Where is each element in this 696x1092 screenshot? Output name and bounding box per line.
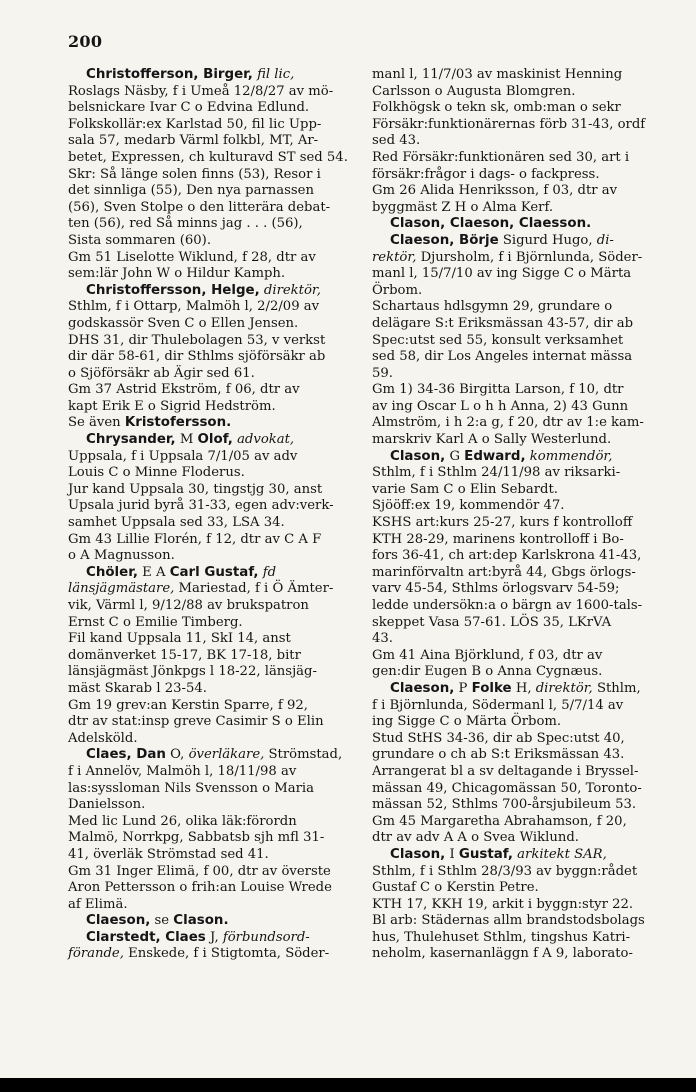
text-line bbox=[68, 117, 358, 134]
title-italic: länsjägmästare, bbox=[68, 581, 175, 597]
text-line bbox=[372, 747, 658, 764]
text-segment: länsjägmäst Jönkpgs l 18-22, länsjäg- bbox=[68, 664, 317, 680]
text-line bbox=[372, 830, 658, 847]
text-segment: skeppet Vasa 57-61. LÖS 35, LKrVA bbox=[372, 614, 612, 630]
text-line bbox=[372, 84, 658, 101]
text-segment: KTH 17, KKH 19, arkit i byggn:styr 22. bbox=[372, 896, 634, 912]
text-line bbox=[68, 532, 358, 549]
text-line bbox=[68, 548, 358, 565]
scan-border bbox=[0, 1078, 696, 1092]
text-segment: Arrangerat bl a sv deltagande i Bryssel- bbox=[372, 763, 639, 779]
title-italic: rektör, bbox=[372, 249, 417, 265]
text-segment: godskassör Sven C o Ellen Jensen. bbox=[68, 315, 299, 331]
text-segment: KSHS art:kurs 25-27, kurs f kontrolloff bbox=[372, 515, 633, 531]
text-segment: las:syssloman Nils Svensson o Maria bbox=[68, 780, 315, 796]
text-segment: samhet Uppsala sed 33, LSA 34. bbox=[68, 515, 285, 531]
entry-heading-line bbox=[68, 913, 358, 930]
text-segment: sed 43. bbox=[372, 133, 421, 149]
text-line bbox=[68, 830, 358, 847]
text-line bbox=[372, 299, 658, 316]
text-line bbox=[68, 465, 358, 482]
text-line bbox=[68, 681, 358, 698]
text-segment: Folkskollär:ex Karlstad 50, fil lic Upp- bbox=[68, 116, 322, 132]
text-line bbox=[372, 664, 658, 681]
text-line bbox=[68, 84, 358, 101]
entry-name: Clarstedt, Claes bbox=[86, 929, 206, 945]
title-italic: kommendör, bbox=[525, 448, 613, 464]
text-line bbox=[68, 366, 358, 383]
text-line bbox=[372, 183, 658, 200]
text-segment: Almström, i h 2:a g, f 20, dtr av 1:e kam- bbox=[372, 415, 644, 431]
text-segment: I bbox=[445, 846, 459, 862]
text-segment: Sista sommaren (60). bbox=[68, 232, 212, 248]
text-segment: Fil kand Uppsala 11, SkI 14, anst bbox=[68, 631, 291, 647]
text-line bbox=[68, 797, 358, 814]
text-line bbox=[372, 565, 658, 582]
text-line bbox=[372, 133, 658, 150]
entry-name: Claes, Dan bbox=[86, 747, 166, 763]
text-segment: dir där 58-61, dir Sthlms sjöförsäkr ab bbox=[68, 349, 326, 365]
text-line bbox=[372, 117, 658, 134]
text-segment: dtr av adv A A o Svea Wiklund. bbox=[372, 830, 579, 846]
entry-name: Christoffersson, Helge, bbox=[86, 282, 260, 298]
text-line bbox=[68, 167, 358, 184]
text-line bbox=[372, 316, 658, 333]
text-line bbox=[372, 532, 658, 549]
text-segment: vik, Värml l, 9/12/88 av brukspatron bbox=[68, 598, 309, 613]
text-line bbox=[68, 299, 358, 316]
text-segment: Gustaf C o Kerstin Petre. bbox=[372, 880, 539, 896]
text-line bbox=[68, 598, 358, 615]
text-line bbox=[372, 283, 658, 300]
text-segment: Sjööff:ex 19, kommendör 47. bbox=[372, 498, 565, 514]
entry-heading-line bbox=[372, 216, 658, 233]
title-italic: fd bbox=[258, 564, 277, 580]
text-segment: Jur kand Uppsala 30, tingstjg 30, anst bbox=[68, 481, 323, 497]
text-segment: ing Sigge C o Märta Örbom. bbox=[372, 714, 562, 730]
text-segment: grundare o ch ab S:t Eriksmässan 43. bbox=[372, 747, 625, 763]
text-line bbox=[372, 880, 658, 897]
text-segment: KTH 28-29, marinens kontrolloff i Bo- bbox=[372, 531, 624, 547]
text-line bbox=[68, 133, 358, 150]
text-segment: Gm 19 grev:an Kerstin Sparre, f 92, bbox=[68, 697, 308, 713]
text-segment: Sthlm, f i Sthlm 24/11/98 av riksarki- bbox=[372, 465, 621, 481]
text-segment: Enskede, f i Stigtomta, Söder- bbox=[123, 946, 330, 962]
text-segment: dtr av stat:insp greve Casimir S o Elin bbox=[68, 714, 324, 730]
text-segment: manl l, 15/7/10 av ing Sigge C o Märta bbox=[372, 266, 632, 282]
text-line bbox=[372, 465, 658, 482]
text-line bbox=[372, 631, 658, 648]
text-segment: mässan 52, Sthlms 700-årsjubileum 53. bbox=[372, 797, 637, 813]
text-line bbox=[372, 581, 658, 598]
text-line bbox=[68, 946, 358, 963]
text-segment: marskriv Karl A o Sally Westerlund. bbox=[372, 432, 612, 448]
text-line bbox=[68, 515, 358, 532]
text-line bbox=[372, 930, 658, 947]
text-line bbox=[68, 200, 358, 217]
title-italic: arkitekt SAR, bbox=[512, 846, 607, 862]
text-segment: mäst Skarab l 23-54. bbox=[68, 680, 207, 696]
entry-heading-line bbox=[372, 233, 658, 250]
text-segment: Ernst C o Emilie Timberg. bbox=[68, 614, 243, 630]
text-segment: Carlsson o Augusta Blomgren. bbox=[372, 83, 576, 99]
text-line bbox=[372, 100, 658, 117]
entry-name: Chöler, bbox=[86, 564, 138, 580]
text-line bbox=[372, 498, 658, 515]
title-italic: advokat, bbox=[232, 432, 295, 448]
text-segment: af Elimä. bbox=[68, 896, 128, 912]
entry-name: Chrysander, bbox=[86, 432, 176, 448]
text-segment: belsnickare Ivar C o Edvina Edlund. bbox=[68, 100, 310, 116]
bold-name: Kristofersson. bbox=[124, 415, 232, 431]
entry-name: Christofferson, Birger, bbox=[86, 67, 253, 82]
text-line bbox=[68, 266, 358, 283]
text-line bbox=[372, 250, 658, 267]
text-segment: Djursholm, f i Björnlunda, Söder- bbox=[416, 249, 643, 265]
text-line bbox=[372, 200, 658, 217]
text-segment: det sinnliga (55), Den nya parnassen bbox=[68, 183, 314, 199]
text-segment: domänverket 15-17, BK 17-18, bitr bbox=[68, 647, 301, 663]
bold-name: Folke bbox=[471, 680, 512, 696]
text-segment: Med lic Lund 26, olika läk:förordn bbox=[68, 813, 297, 829]
title-italic: di- bbox=[596, 232, 614, 248]
text-line bbox=[68, 714, 358, 731]
title-italic: fil lic, bbox=[252, 67, 295, 82]
text-segment: fors 36-41, ch art:dep Karlskrona 41-43, bbox=[372, 548, 642, 564]
text-segment: försäkr:frågor i dags- o fackpress. bbox=[372, 166, 600, 182]
title-italic: förbundsord- bbox=[222, 929, 310, 945]
text-segment: mässan 49, Chicagomässan 50, Toronto- bbox=[372, 780, 642, 796]
entry-heading-line bbox=[372, 847, 658, 864]
text-line bbox=[68, 399, 358, 416]
text-segment: marinförvaltn art:byrå 44, Gbgs örlogs- bbox=[372, 564, 636, 580]
text-line bbox=[372, 67, 658, 84]
text-line bbox=[68, 216, 358, 233]
text-line bbox=[372, 515, 658, 532]
text-segment: av ing Oscar L o h h Anna, 2) 43 Gunn bbox=[372, 398, 629, 414]
text-segment: (56), Sven Stolpe o den litterära debat- bbox=[68, 199, 331, 215]
title-italic: direktör, bbox=[535, 680, 593, 696]
text-segment: neholm, kasernanläggn f A 9, laborato- bbox=[372, 946, 633, 962]
text-line bbox=[68, 814, 358, 831]
text-line bbox=[68, 581, 358, 598]
text-segment: gen:dir Eugen B o Anna Cygnæus. bbox=[372, 664, 603, 680]
text-line bbox=[372, 548, 658, 565]
text-segment: f i Björnlunda, Södermanl l, 5/7/14 av bbox=[372, 697, 624, 713]
bold-name: Clason. bbox=[173, 913, 229, 929]
text-line bbox=[372, 714, 658, 731]
text-segment: E A bbox=[137, 564, 170, 580]
text-segment: Sigurd Hugo, bbox=[498, 232, 597, 248]
title-italic: direktör, bbox=[259, 282, 321, 298]
entry-name: Claeson, Börje bbox=[390, 232, 499, 248]
text-segment: Örbom. bbox=[372, 282, 423, 298]
text-segment: o A Magnusson. bbox=[68, 548, 175, 564]
text-segment: 59. bbox=[372, 365, 393, 381]
text-line bbox=[372, 897, 658, 914]
text-line bbox=[68, 648, 358, 665]
text-segment: Upsala jurid byrå 31-33, egen adv:verk- bbox=[68, 498, 334, 514]
text-segment: Roslags Näsby, f i Umeå 12/8/27 av mö- bbox=[68, 83, 334, 99]
text-segment: Mariestad, f i Ö Ämter- bbox=[174, 581, 334, 597]
text-line bbox=[372, 167, 658, 184]
text-line bbox=[372, 415, 658, 432]
entry-heading-line bbox=[68, 565, 358, 582]
text-line bbox=[68, 764, 358, 781]
text-line bbox=[372, 797, 658, 814]
text-segment: Stud StHS 34-36, dir ab Spec:utst 40, bbox=[372, 730, 625, 746]
text-segment: P bbox=[454, 680, 472, 696]
text-line bbox=[68, 333, 358, 350]
bold-name: Olof, bbox=[197, 432, 233, 448]
text-line bbox=[68, 698, 358, 715]
entry-name: Claeson, bbox=[86, 913, 151, 929]
text-line bbox=[68, 880, 358, 897]
text-segment: se bbox=[150, 913, 174, 929]
text-line bbox=[68, 316, 358, 333]
text-segment: Sthlm, bbox=[592, 680, 641, 696]
text-line bbox=[68, 864, 358, 881]
text-line bbox=[372, 814, 658, 831]
text-line bbox=[372, 615, 658, 632]
text-line bbox=[372, 266, 658, 283]
text-line bbox=[68, 498, 358, 515]
text-segment: ledde undersökn:a o bärgn av 1600-tals- bbox=[372, 598, 643, 613]
text-line bbox=[372, 432, 658, 449]
text-line bbox=[372, 150, 658, 167]
text-line bbox=[372, 698, 658, 715]
text-line bbox=[372, 648, 658, 665]
text-segment: f i Annelöv, Malmöh l, 18/11/98 av bbox=[68, 763, 297, 779]
text-segment: manl l, 11/7/03 av maskinist Henning bbox=[372, 67, 623, 82]
text-line bbox=[372, 366, 658, 383]
text-segment: H, bbox=[511, 680, 536, 696]
text-segment: betet, Expressen, ch kulturavd ST sed 54. bbox=[68, 149, 348, 165]
text-line bbox=[68, 449, 358, 466]
text-line bbox=[68, 349, 358, 366]
text-segment: hus, Thulehuset Sthlm, tingshus Katri- bbox=[372, 929, 631, 945]
text-segment: 43. bbox=[372, 631, 393, 647]
text-segment: Danielsson. bbox=[68, 797, 146, 813]
text-segment: Aron Pettersson o frih:an Louise Wrede bbox=[68, 880, 332, 896]
entry-name: Clason, bbox=[390, 846, 446, 862]
entry-heading-line bbox=[68, 283, 358, 300]
text-segment: Red Försäkr:funktionären sed 30, art i bbox=[372, 149, 630, 165]
text-segment: Adelsköld. bbox=[68, 730, 138, 746]
text-segment: DHS 31, dir Thulebolagen 53, v verkst bbox=[68, 332, 326, 348]
text-line bbox=[68, 415, 358, 432]
entry-heading-line bbox=[68, 67, 358, 84]
text-segment: varie Sam C o Elin Sebardt. bbox=[372, 481, 558, 497]
text-segment: Strömstad, bbox=[264, 747, 343, 763]
text-segment: Louis C o Minne Floderus. bbox=[68, 465, 245, 481]
text-segment: byggmäst Z H o Alma Kerf. bbox=[372, 199, 554, 215]
page-number: 200 bbox=[68, 32, 103, 51]
text-line bbox=[68, 664, 358, 681]
entry-heading-line bbox=[68, 930, 358, 947]
left-column bbox=[68, 67, 358, 963]
text-line bbox=[372, 399, 658, 416]
text-segment: Gm 26 Alida Henriksson, f 03, dtr av bbox=[372, 183, 618, 199]
text-segment: G bbox=[445, 448, 465, 464]
entry-heading-line bbox=[68, 747, 358, 764]
text-segment: Gm 41 Aina Björklund, f 03, dtr av bbox=[372, 647, 603, 663]
entry-name: Claeson, bbox=[390, 680, 455, 696]
text-line bbox=[68, 731, 358, 748]
text-line bbox=[68, 233, 358, 250]
text-line bbox=[372, 482, 658, 499]
text-segment: Spec:utst sed 55, konsult verksamhet bbox=[372, 332, 624, 348]
entry-heading-line bbox=[372, 449, 658, 466]
text-segment: Gm 1) 34-36 Birgitta Larson, f 10, dtr bbox=[372, 382, 624, 398]
text-segment: Gm 51 Liselotte Wiklund, f 28, dtr av bbox=[68, 249, 316, 265]
text-segment: kapt Erik E o Sigrid Hedström. bbox=[68, 398, 276, 414]
bold-name: Edward, bbox=[464, 448, 526, 464]
text-segment: Uppsala, f i Uppsala 7/1/05 av adv bbox=[68, 448, 298, 464]
text-line bbox=[372, 382, 658, 399]
text-segment: Gm 43 Lillie Florén, f 12, dtr av C A F bbox=[68, 531, 322, 547]
text-segment: Folkhögsk o tekn sk, omb:man o sekr bbox=[372, 100, 621, 116]
text-line bbox=[68, 482, 358, 499]
text-segment: Sthlm, f i Sthlm 28/3/93 av byggn:rådet bbox=[372, 863, 638, 879]
text-line bbox=[68, 615, 358, 632]
text-segment: Skr: Så länge solen finns (53), Resor i bbox=[68, 166, 321, 182]
text-line bbox=[372, 333, 658, 350]
text-segment: o Sjöförsäkr ab Ägir sed 61. bbox=[68, 365, 255, 381]
text-line bbox=[68, 781, 358, 798]
text-segment: varv 45-54, Sthlms örlogsvarv 54-59; bbox=[372, 581, 620, 597]
text-segment: Gm 37 Astrid Ekström, f 06, dtr av bbox=[68, 382, 300, 398]
entry-name: Clason, Claeson, Claesson. bbox=[390, 216, 592, 232]
text-line bbox=[372, 731, 658, 748]
entry-name: Clason, bbox=[390, 448, 446, 464]
text-segment: ten (56), red Så minns jag . . . (56), bbox=[68, 216, 303, 232]
text-segment: Sthlm, f i Ottarp, Malmöh l, 2/2/09 av bbox=[68, 299, 320, 315]
right-column bbox=[372, 67, 658, 963]
text-line bbox=[372, 946, 658, 963]
text-line bbox=[68, 100, 358, 117]
title-italic: förande, bbox=[68, 946, 124, 962]
text-segment: M bbox=[175, 432, 198, 448]
bold-name: Gustaf, bbox=[458, 846, 513, 862]
text-segment: Gm 45 Margaretha Abrahamson, f 20, bbox=[372, 813, 627, 829]
text-segment: Gm 31 Inger Elimä, f 00, dtr av överste bbox=[68, 863, 331, 879]
text-line bbox=[372, 913, 658, 930]
text-segment: Schartaus hdlsgymn 29, grundare o bbox=[372, 299, 613, 315]
text-line bbox=[372, 598, 658, 615]
text-segment: sed 58, dir Los Angeles internat mässa bbox=[372, 349, 633, 365]
text-line bbox=[68, 631, 358, 648]
text-line bbox=[372, 349, 658, 366]
text-line bbox=[68, 897, 358, 914]
text-segment: Malmö, Norrkpg, Sabbatsb sjh mfl 31- bbox=[68, 830, 325, 846]
text-line bbox=[372, 864, 658, 881]
text-segment: 41, överläk Strömstad sed 41. bbox=[68, 846, 269, 862]
text-line bbox=[68, 250, 358, 267]
text-segment: Försäkr:funktionärernas förb 31-43, ordf bbox=[372, 116, 646, 132]
text-line bbox=[68, 847, 358, 864]
title-italic: överläkare, bbox=[188, 747, 265, 763]
text-segment: Se även bbox=[68, 415, 125, 431]
text-segment: Bl arb: Städernas allm brandstodsbolags bbox=[372, 913, 645, 929]
text-line bbox=[68, 382, 358, 399]
text-line bbox=[68, 150, 358, 167]
text-line bbox=[68, 183, 358, 200]
text-line bbox=[372, 781, 658, 798]
text-segment: sala 57, medarb Värml folkbl, MT, Ar- bbox=[68, 133, 319, 149]
bold-name: Carl Gustaf, bbox=[169, 564, 259, 580]
entry-heading-line bbox=[372, 681, 658, 698]
text-segment: O, bbox=[165, 747, 189, 763]
text-segment: sem:lär John W o Hildur Kamph. bbox=[68, 266, 286, 282]
entry-heading-line bbox=[68, 432, 358, 449]
text-segment: J, bbox=[205, 929, 223, 945]
text-segment: delägare S:t Eriksmässan 43-57, dir ab bbox=[372, 315, 634, 331]
text-line bbox=[372, 764, 658, 781]
